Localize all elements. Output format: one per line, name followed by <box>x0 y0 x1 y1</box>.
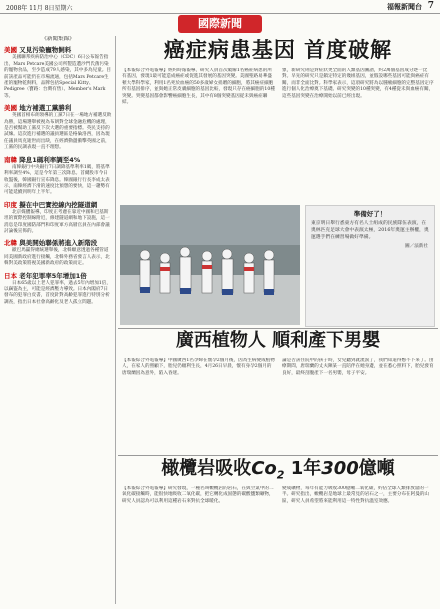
article-body: 【本報綜合外電報導】經約時報報導，研究人員首次破解1名癌症病患的所有基因，發現1最可能造成癌症或促進其發展的基因突變。美國聖路易華盛頓大學科學家，利用1名死於血癌的50多歲婦女捐贈的細胞，將其癌症細胞所有基因排序，並與她正常皮膚細胞的基因比較，發現只存在癌細胞的10種突變。突變基因都會影響癌細胞生長，其中有8個突變基因從未與癌症聯結。 <box>122 68 275 106</box>
brief-body: 美國聯邦疾病防治中心（CDC）6日公布報告指出，Mars Petcare美國公司所製造遭沙門氏菌污染的寵物食品，至少造成79人感染，其中多為兒童。目前該產品可能仍在市場流通，包括Mars Petcare生產的寵物乾飼料，品牌包括Special Kitty、Pedigree（寶路：台灣有售）、Member's Mark等。 <box>4 55 111 99</box>
section-divider <box>118 455 438 456</box>
section-banner: 國際新聞 <box>178 15 262 33</box>
caption-body: 東京明日舉行悉東方有名人士組成的民族隊伍表演，在奧林匹克足球大會中表演太極，2016年奧運主辦權，奧運選手們在練習場做好準備。 <box>311 221 429 240</box>
brief-title-text: 又見污染寵物飼料 <box>19 46 72 55</box>
photo-credit: 圖／法新社 <box>405 244 428 249</box>
brief-tag: 南韓 <box>4 155 17 164</box>
brief-body: 南韓銀行中央銀行7日調降基準利率1碼，將基準利率調至4%，這是今年第三次降息。首爾股市今日收盤後，韓國銀行宣布降息。韓國銀行行長李成太表示，南韓經濟下滑的速度比預想的要快，這一趨勢有可能延續到明年上半年。 <box>4 164 110 196</box>
publication-name: 福報新聞台 <box>387 3 422 11</box>
section-divider <box>118 328 438 329</box>
brief-tag: 日本 <box>4 271 17 280</box>
headline-part: 2 <box>276 468 285 482</box>
headline-peridotite <box>120 458 436 487</box>
headline-part: 1年 <box>284 458 322 479</box>
news-photo <box>120 205 300 325</box>
brief-title <box>4 201 112 210</box>
issue-date: 2008年 11月 8日星期六 <box>6 5 73 12</box>
brief-body: 日本65歲以上老人犯罪率，過去5年內增加1倍，以竊盜為主，可能是經濟壓力導致。日本內閣府7日發布的犯罪白皮書，首度針對高齡犯罪進行特別分析調查，指出日本社會高齡化及老人孤立問題。 <box>4 280 111 305</box>
brief-title-text: 與美開始聯係將進入新階段 <box>19 239 98 248</box>
news-briefs-column <box>4 36 112 606</box>
brief-title <box>4 239 112 248</box>
headline-part: 橄欖岩吸收 <box>161 458 252 479</box>
caption-title: 準備好了！ <box>353 210 387 218</box>
briefs-header: 《新聞集錦》 <box>41 36 75 42</box>
brief-tag: 美國 <box>4 46 17 55</box>
article-body: 【本報綜合外電報導】中國廣西1名孕婦在懷孕2個月後，因為生病變成植物人，在家人的照顧下，胎兒仍順利生長，4月26日早晨，懷有身孕2個月的唐瑞蘭因為意外，陷入昏迷。 <box>122 358 275 376</box>
brief-title <box>4 104 112 113</box>
brief-title <box>4 156 112 165</box>
brief-body: 英國首相布朗領導的工黨7日在一場地方補選反敗為勝，這場選舉被視為布朗對全球金融危機的處理，是否被幫助工黨反下次大選的重要指標。英民支持的試煉。這次進行補選的議員選區是格倫洛西，因為現任議員馬克逝世而出缺，在經濟動盪衝擊英國之前，工黨的民調表現一直不理想。 <box>4 113 112 151</box>
brief-tag: 北韓 <box>4 239 17 248</box>
page-number: 7 <box>427 1 434 11</box>
photo-caption-box <box>305 205 435 327</box>
column-divider <box>115 36 116 604</box>
brief-title-text: 老年犯罪率5年增加1倍 <box>19 271 87 280</box>
brief-title-text: 地方補選工黨勝利 <box>19 104 72 113</box>
article-body: 論是否該住院中的孩子時，女兒聽到就流淚了，我們知道得憋不下來了。由療期間，唐瑞蘭的丈夫陳某一直陪伴在她身邊，並在悉心照料下，胎兒發育良好，最終剖腹產下一名男嬰，母子平安。 <box>282 358 434 376</box>
headline-cancer-genome: 癌症病患基因 首度破解 <box>163 38 393 62</box>
headline-part: 億噸 <box>358 458 395 479</box>
athletes-photo <box>120 205 300 325</box>
article-body: 象，新研究則是對症狀更全面的人類基因圖譜，約2萬個基因成分逐一比對。早先的研究只是鎖定特定的幾組基因，並假設哪些基因可能與癌症有關，而非全面比對。科學家表示，這項研究將為以腫瘤細胞的完整基因定序進行個人化治療奠下基礎。研究突變的10種突變，有4種從未與血癌有關，這些基因突變在治療開始以前已經出現。 <box>282 68 434 99</box>
article-body: 變成礦物，每年有能力吸收300億噸二氧化碳，約佔全球人類排放量的一半。研究指出，橄欖岩是地球上最常見的岩石之一，主要分布在阿曼的山區，研究人員希望將來能利用這一特性對抗溫室效應。 <box>282 486 430 504</box>
article-body: 【本報綜合外電報導】研究發現，一種名叫橄欖岩的岩石，在與空氣中的二氧化碳接觸時，能很快地吸收二氧化碳，把它轉化成固態的碳酸鹽類礦物，研究人員認為可以利用這種岩石來對抗全球暖化。 <box>122 486 274 504</box>
page-header-bar <box>0 0 440 14</box>
brief-body: 歐巴馬贏得總統選舉後，北韓願意透過各種管道同美國新政府進行接觸，北韓外務省發言人表示，北韓對美政策將視美國新政府的政策而定。 <box>4 248 110 267</box>
brief-tag: 印度 <box>4 200 17 209</box>
brief-title <box>4 272 112 281</box>
brief-tag: 美國 <box>4 104 17 113</box>
brief-title-text: 擬在中巴實控線內挖隧道網 <box>19 200 98 209</box>
headline-guangxi: 廣西植物人 順利產下男嬰 <box>175 330 381 351</box>
headline-part: 300 <box>321 458 359 479</box>
headline-part: Co <box>251 458 277 479</box>
brief-body: 北京媒體報導，印度正考慮在靠近中國和巴基斯坦的實際控制線附近，修建隧道網和地下設施，這一消息是印度國防部門和印度軍方高層官員在內部會議討論後宣佈的。 <box>4 209 110 234</box>
brief-title-text: 降息1碼利率調至4% <box>19 155 81 164</box>
